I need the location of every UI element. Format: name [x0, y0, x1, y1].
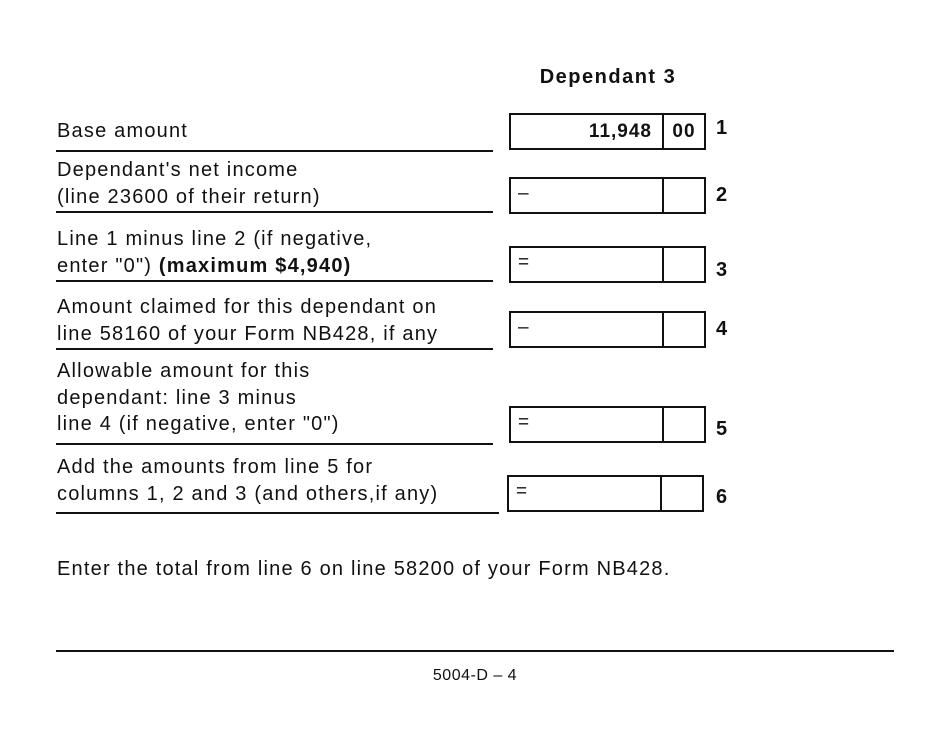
line-1-label-text: Base amount: [57, 120, 189, 142]
line-1-dollars-field[interactable]: [511, 115, 664, 148]
line-3-equals-operator: =: [518, 252, 530, 273]
line-1-amount-field[interactable]: [509, 113, 706, 150]
line-3-label-text-2a: enter "0"): [57, 254, 153, 277]
line-6-label: [57, 454, 438, 507]
line-5-label-text-1: Allowable amount for this: [57, 360, 311, 382]
line-1-rule: [56, 150, 493, 152]
line-4-number: 4: [716, 318, 728, 340]
line-5-label: [57, 358, 340, 438]
line-2-minus-operator: –: [518, 183, 529, 204]
line-4-rule: [56, 348, 493, 350]
line-2-rule: [56, 211, 493, 213]
line-3-number: 3: [716, 259, 728, 281]
line-5-dollars-field[interactable]: [511, 408, 664, 441]
line-5-number: 5: [716, 418, 728, 440]
line-4-minus-operator: –: [518, 317, 529, 338]
line-5-label-text-3: line 4 (if negative, enter "0"): [57, 413, 340, 435]
footer-rule: [56, 650, 894, 652]
line-4-amount-field[interactable]: [509, 311, 706, 348]
line-6-rule: [56, 512, 499, 514]
line-4-label: [57, 294, 438, 347]
line-4-dollars-field[interactable]: [511, 313, 664, 346]
line-2-number: 2: [716, 184, 728, 206]
line-4-cents-field[interactable]: [664, 313, 704, 346]
line-4-label-text-2: line 58160 of your Form NB428, if any: [57, 322, 439, 345]
line-3-amount-field[interactable]: [509, 246, 706, 283]
line-3-label-text-1: Line 1 minus line 2 (if negative,: [57, 228, 373, 250]
line-3-maximum-note: (maximum $4,940): [158, 254, 352, 277]
line-1-number: 1: [716, 117, 728, 139]
line-1-label: [57, 118, 188, 145]
instruction-text: Enter the total from line 6 on line 58200 of your Form NB428.: [57, 558, 671, 580]
line-4-label-text-1: Amount claimed for this dependant on: [57, 296, 438, 318]
form-page-number: 5004-D – 4: [432, 667, 518, 684]
line-2-label-text-2: (line 23600 of their return): [57, 185, 321, 208]
line-6-label-text-2: columns 1, 2 and 3 (and others,if any): [57, 482, 439, 505]
line-5-amount-field[interactable]: [509, 406, 706, 443]
line-3-cents-field[interactable]: [664, 248, 704, 281]
line-6-dollars-field[interactable]: [509, 477, 662, 510]
line-5-equals-operator: =: [518, 412, 530, 433]
line-6-number: 6: [716, 486, 728, 508]
line-3-label: [57, 226, 372, 279]
line-6-label-text-1: Add the amounts from line 5 for: [57, 456, 374, 478]
line-3-dollars-field[interactable]: [511, 248, 664, 281]
line-5-cents-field[interactable]: [664, 408, 704, 441]
line-2-label-text-1: Dependant's net income: [57, 159, 299, 181]
line-1-cents-field[interactable]: 00: [672, 121, 696, 142]
line-6-amount-field[interactable]: [507, 475, 704, 512]
line-1-dollars-value: 11,948: [588, 121, 652, 142]
line-2-dollars-field[interactable]: [511, 179, 664, 212]
line-5-label-text-2: dependant: line 3 minus: [57, 386, 297, 409]
line-6-equals-operator: =: [516, 481, 528, 502]
line-2-amount-field[interactable]: [509, 177, 706, 214]
line-2-label: [57, 157, 321, 210]
column-header-dependant-3: Dependant 3: [539, 66, 677, 88]
line-6-cents-field[interactable]: [662, 477, 702, 510]
line-5-rule: [56, 443, 493, 445]
line-3-label-text-2: [57, 253, 372, 280]
line-3-rule: [56, 280, 493, 282]
line-2-cents-field[interactable]: [664, 179, 704, 212]
